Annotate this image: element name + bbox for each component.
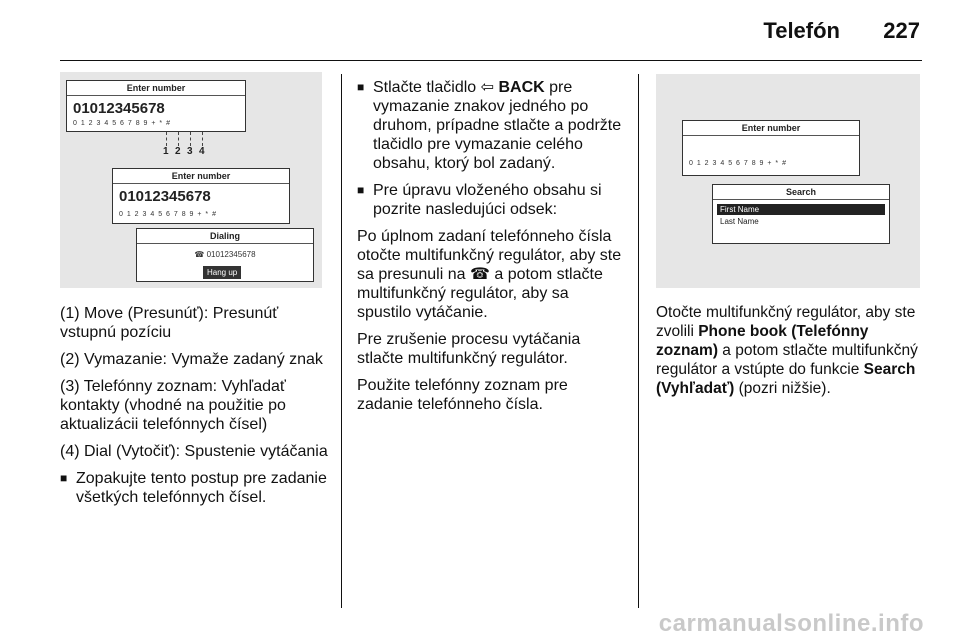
phone-icon: ☎	[194, 250, 207, 259]
figure-enter-number	[60, 72, 322, 288]
bullet-item	[357, 78, 627, 173]
middle-column	[357, 78, 627, 422]
watermark: carmanualsonline.info	[658, 610, 924, 637]
bullet-text: Pre úpravu vloženého obsahu si pozrite nasledujúci odsek:	[373, 182, 602, 218]
column-divider-2	[638, 74, 639, 608]
keypad-row: 0 1 2 3 4 5 6 7 8 9 + * #	[689, 160, 787, 167]
callout-4-desc: (4) Dial (Vytočiť): Spustenie vytáčania	[60, 443, 328, 460]
entered-number: 01012345678	[73, 100, 165, 117]
paragraph: Použite telefónny zoznam pre zadanie telefónneho čísla.	[357, 377, 568, 413]
dialing-number-row	[137, 244, 313, 259]
screen-title: Enter number	[67, 81, 245, 96]
bullet-item	[357, 181, 627, 219]
paragraph: Pre zrušenie procesu vytáčania stlačte multifunkčný regulátor.	[357, 331, 581, 367]
callout-line-2	[178, 132, 180, 146]
page-title: Telefón	[763, 18, 840, 43]
entered-number: 01012345678	[119, 188, 211, 205]
search-item-last-name: Last Name	[720, 217, 759, 226]
back-key-icon: ⇦	[480, 79, 499, 96]
back-key-label: BACK	[498, 79, 545, 96]
hang-up-button: Hang up	[203, 266, 241, 279]
right-column	[656, 303, 926, 406]
figure-phone-book-search	[656, 74, 920, 288]
dialing-number: 01012345678	[206, 250, 256, 259]
screen-enter-number-a	[66, 80, 246, 132]
keypad-row: 0 1 2 3 4 5 6 7 8 9 + * #	[119, 211, 217, 218]
callout-line-3	[190, 132, 192, 146]
callout-1: 1	[163, 146, 169, 157]
keypad-row: 0 1 2 3 4 5 6 7 8 9 + * #	[73, 120, 171, 127]
callout-2: 2	[175, 146, 181, 157]
callout-4: 4	[199, 146, 205, 157]
phone-icon: ☎	[469, 266, 490, 283]
paragraph: Otočte multifunkčný regulátor, aby ste zvolili Phone book (Telefónny zoznam) a potom stlačte multifunkčný regulátor a vstúpte do funkcie Search (Vyhľadať) (pozri nižšie).	[656, 304, 918, 397]
bullet-square-icon: ■	[357, 183, 365, 197]
bullet-text: Zopakujte tento postup pre zadanie všetkých telefónnych čísel.	[76, 470, 327, 506]
page-number: 227	[883, 18, 920, 43]
screen-enter-number-b	[112, 168, 290, 224]
bullet-item	[60, 469, 328, 507]
callout-3-desc: (3) Telefónny zoznam: Vyhľadať kontakty (vhodné na použitie po aktualizácii telefónnych čísel)	[60, 378, 286, 433]
screen-title: Enter number	[113, 169, 289, 184]
screen-search	[712, 184, 890, 244]
screen-title: Dialing	[137, 229, 313, 244]
screen-enter-number	[682, 120, 860, 176]
column-divider-1	[341, 74, 342, 608]
bullet-square-icon: ■	[60, 471, 68, 485]
callout-3: 3	[187, 146, 193, 157]
bullet-square-icon: ■	[357, 80, 365, 94]
screen-dialing	[136, 228, 314, 282]
callout-1-desc: (1) Move (Presunúť): Presunúť vstupnú pozíciu	[60, 305, 279, 341]
paragraph: Po úplnom zadaní telefónneho čísla otočte multifunkčný regulátor, aby ste sa presunuli na ☎ a potom stlačte multifunkčný regulátor, aby sa spustilo vytáčanie.	[357, 228, 622, 321]
callout-2-desc: (2) Vymazanie: Vymaže zadaný znak	[60, 351, 323, 368]
search-item-first-name: First Name	[717, 204, 885, 215]
header-rule	[60, 60, 922, 61]
callout-line-4	[202, 132, 204, 146]
page-header	[0, 0, 960, 62]
left-column	[60, 304, 328, 515]
callout-line-1	[166, 132, 168, 146]
screen-title: Enter number	[683, 121, 859, 136]
bullet-text: Stlačte tlačidlo ⇦ BACK pre vymazanie znakov jedného po druhom, prípadne stlačte a podržte tlačidlo pre vymazanie celého obsahu, ktorý bol zadaný.	[373, 79, 622, 172]
screen-title: Search	[713, 185, 889, 200]
